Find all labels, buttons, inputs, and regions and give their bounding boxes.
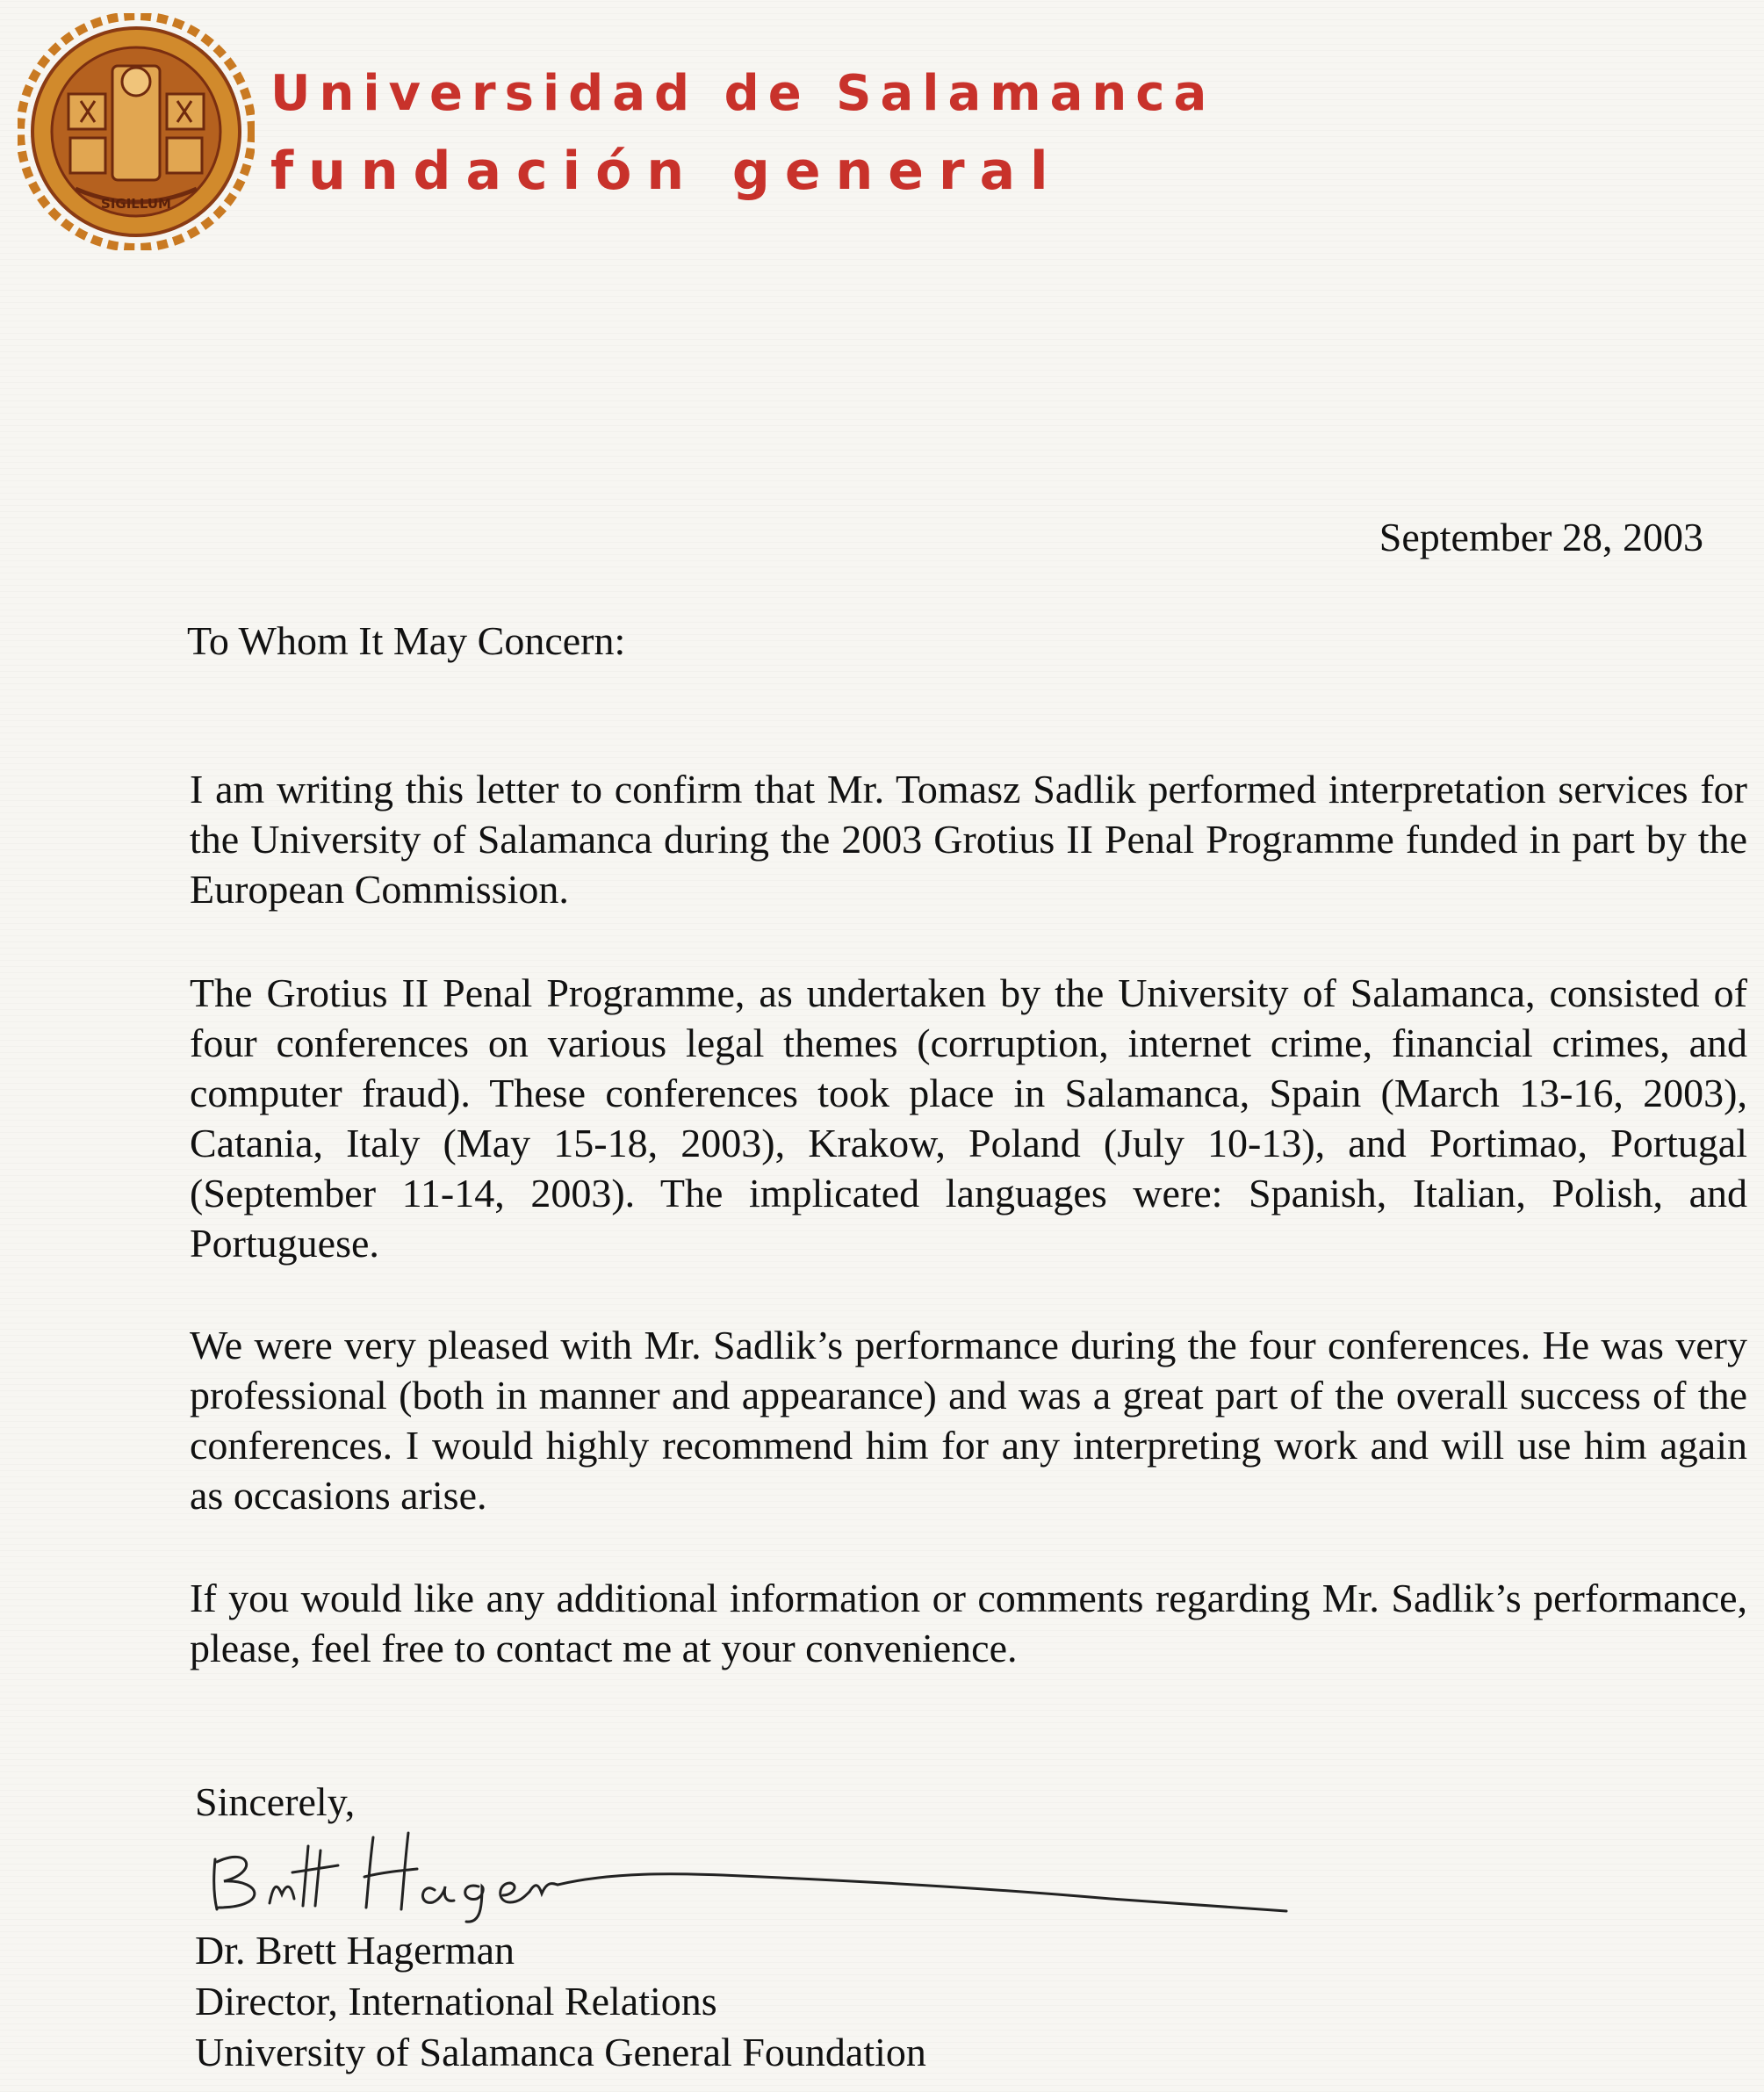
signer-organization: University of Salamanca General Foundation: [195, 2030, 926, 2074]
body-paragraph: The Grotius II Penal Programme, as undertaken by the University of Salamanca, consisted of four conferences on various legal themes (corruption, internet crime, financial crimes, and computer fraud). These conferences took place in Salamanca, Spain (March 13-16, 2003), Catania, Italy (May 15-18, 2003), Krakow, Poland (July 10-13), and Portimao, Portugal (September 11-14, 2003). The implicated languages were: Spanish, Italian, Polish, and Portuguese.: [190, 970, 1747, 1266]
body-paragraph: I am writing this letter to confirm that Mr. Tomasz Sadlik performed interpretation services for the University of Salamanca during the 2003 Grotius II Penal Programme funded in part by the European Commission.: [190, 767, 1747, 912]
svg-text:SIGILLUM: SIGILLUM: [101, 196, 171, 212]
signer-title: Director, International Relations: [195, 1979, 717, 2023]
signer-name: Dr. Brett Hagerman: [195, 1928, 515, 1973]
closing: Sincerely,: [195, 1779, 356, 1824]
organization-name: Universidad de Salamanca: [270, 65, 1216, 122]
signature-block: [195, 1925, 926, 2078]
university-seal-icon: [18, 13, 255, 250]
handwritten-signature: [198, 1811, 1339, 1925]
salutation: To Whom It May Concern:: [187, 618, 626, 663]
letterhead: [18, 13, 1216, 259]
organization-subtitle: fundación general: [270, 141, 1063, 202]
body-paragraph: If you would like any additional information or comments regarding Mr. Sadlik’s performance, please, feel free to contact me at your convenience.: [190, 1576, 1747, 1670]
body-paragraph: We were very pleased with Mr. Sadlik’s performance during the four conferences. He was very professional (both in manner and appearance) and was a great part of the overall success of the conferences. I would highly recommend him for any interpreting work and will use him again as occasions arise.: [190, 1323, 1747, 1518]
letter-date: September 28, 2003: [1379, 515, 1703, 559]
